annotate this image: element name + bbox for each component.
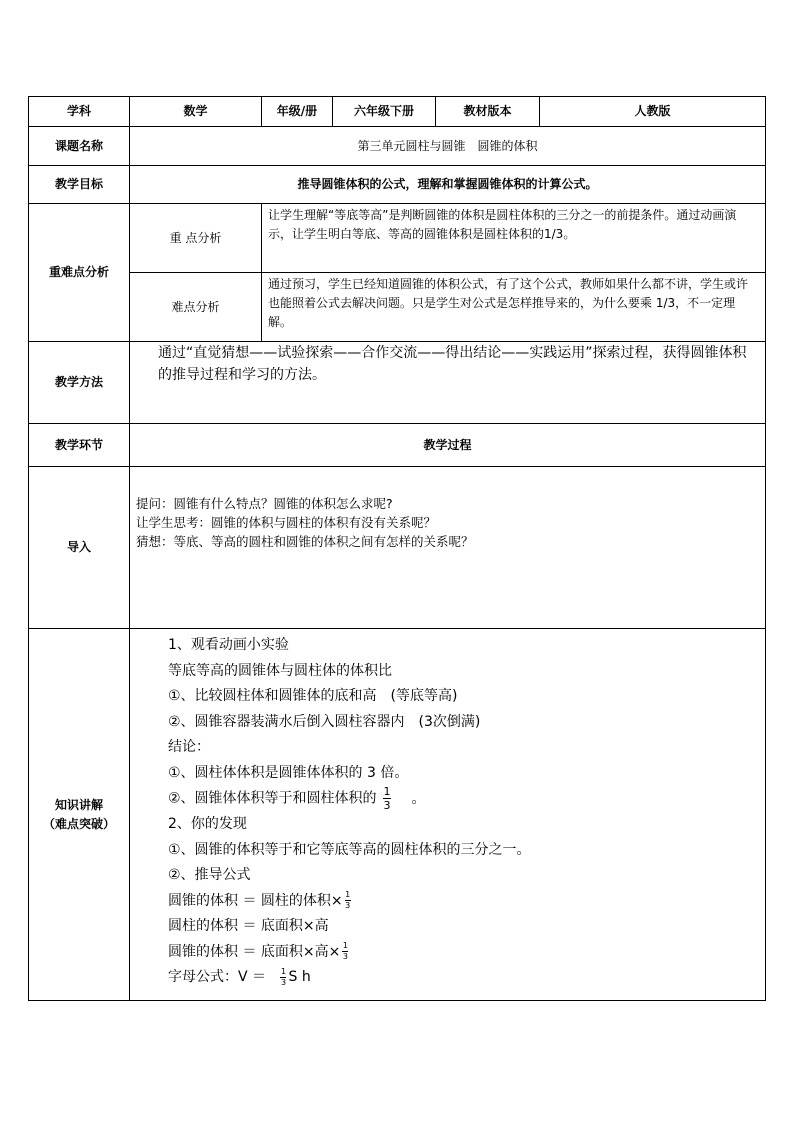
intro-content — [130, 467, 765, 551]
knowledge-line — [168, 965, 757, 991]
knowledge-line-text: ②、圆锥体体积等于和圆柱体积的 — [168, 790, 377, 807]
intro-line-question: 提问：圆锥有什么特点？圆锥的体积怎么求呢? — [136, 496, 393, 511]
subject-label: 学科 — [29, 97, 130, 127]
method-label: 教学方法 — [29, 342, 130, 424]
key-point-text: 让学生理解“等底等高”是判断圆锥的体积是圆柱体积的三分之一的前提条件。通过动画演示，让学生明白等底、等高的圆锥体积是圆柱体积的1/3。 — [268, 208, 737, 241]
knowledge-line: 等底等高的圆锥体与圆柱体的体积比 — [168, 662, 392, 679]
header-row — [29, 97, 766, 127]
knowledge-line: 圆柱的体积 ＝ 底面积×高 — [168, 918, 329, 934]
knowledge-label — [29, 629, 130, 1001]
lesson-name-label: 课题名称 — [29, 127, 130, 166]
knowledge-line: 2、你的发现 — [168, 816, 247, 832]
intro-row — [29, 467, 766, 629]
knowledge-row — [29, 629, 766, 1001]
analysis-label: 重难点分析 — [29, 204, 130, 342]
knowledge-line-text: 字母公式：V ＝ — [168, 969, 267, 985]
knowledge-line — [168, 786, 757, 812]
key-point-row — [29, 204, 766, 273]
knowledge-line: ②、圆锥容器装满水后倒入圆柱容器内 (3次倒满) — [168, 713, 481, 730]
grade-label: 年级/册 — [262, 97, 333, 127]
knowledge-line-text: 圆锥的体积 ＝ 底面积×高× — [168, 943, 341, 960]
knowledge-line-text: S h — [288, 969, 311, 985]
intro-label: 导入 — [29, 467, 130, 629]
lesson-plan-table — [28, 96, 766, 1001]
one-third-fraction: $\frac{1}{3}$ — [280, 966, 287, 987]
difficulty-text: 通过预习，学生已经知道圆锥的体积公式，有了这个公式，教师如果什么都不讲，学生或许也能照着公式去解决问题。只是学生对公式是怎样推导来的，为什么要乘 1/3，不一定理解。 — [268, 277, 749, 329]
difficulty-label: 难点分析 — [130, 273, 262, 342]
knowledge-line: 结论： — [168, 739, 210, 755]
knowledge-line: ②、推导公式 — [168, 867, 251, 883]
knowledge-line — [168, 940, 757, 966]
knowledge-line-text: 。 — [411, 790, 426, 807]
process-value: 教学过程 — [130, 424, 766, 467]
goal-label: 教学目标 — [29, 166, 130, 204]
knowledge-line-text: 圆锥的体积 ＝ 圆柱的体积× — [168, 892, 343, 909]
process-header-row — [29, 424, 766, 467]
lesson-name-row — [29, 127, 766, 166]
grade-value: 六年级下册 — [333, 97, 436, 127]
subject-value: 数学 — [130, 97, 262, 127]
edition-label: 教材版本 — [436, 97, 540, 127]
knowledge-label-line1: 知识讲解 — [54, 797, 103, 812]
goal-value: 推导圆锥体积的公式，理解和掌握圆锥体积的计算公式。 — [130, 166, 766, 204]
method-text: 通过“直觉猜想——试验探索——合作交流——得出结论——实践运用”探索过程，获得圆锥体积的推导过程和学习的方法。 — [158, 345, 747, 383]
goal-row — [29, 166, 766, 204]
one-third-fraction: $\frac{1}{3}$ — [383, 785, 391, 812]
one-third-fraction: $\frac{1}{3}$ — [342, 941, 348, 961]
edition-value: 人教版 — [540, 97, 766, 127]
knowledge-line: ①、比较圆柱体和圆锥体的底和高 (等底等高) — [168, 688, 458, 704]
lesson-name-value: 第三单元圆柱与圆锥 圆锥的体积 — [130, 127, 766, 166]
key-point-label: 重 点分析 — [130, 204, 262, 273]
knowledge-line: 1、观看动画小实验 — [168, 637, 289, 653]
knowledge-line: ①、圆锥的体积等于和它等底等高的圆柱体积的三分之一。 — [168, 841, 531, 858]
difficulty-row — [29, 273, 766, 342]
knowledge-line — [168, 889, 757, 915]
intro-line-think: 让学生思考：圆锥的体积与圆柱的体积有没有关系呢？ — [136, 515, 437, 530]
knowledge-line: ①、圆柱体体积是圆锥体体积的 3 倍。 — [168, 764, 409, 781]
one-third-fraction: $\frac{1}{3}$ — [345, 890, 351, 910]
process-label: 教学环节 — [29, 424, 130, 467]
intro-line-guess: 猜想：等底、等高的圆柱和圆锥的体积之间有怎样的关系呢？ — [136, 534, 474, 549]
knowledge-content — [130, 629, 765, 991]
method-row — [29, 342, 766, 424]
knowledge-label-line2: （难点突破） — [42, 816, 115, 831]
